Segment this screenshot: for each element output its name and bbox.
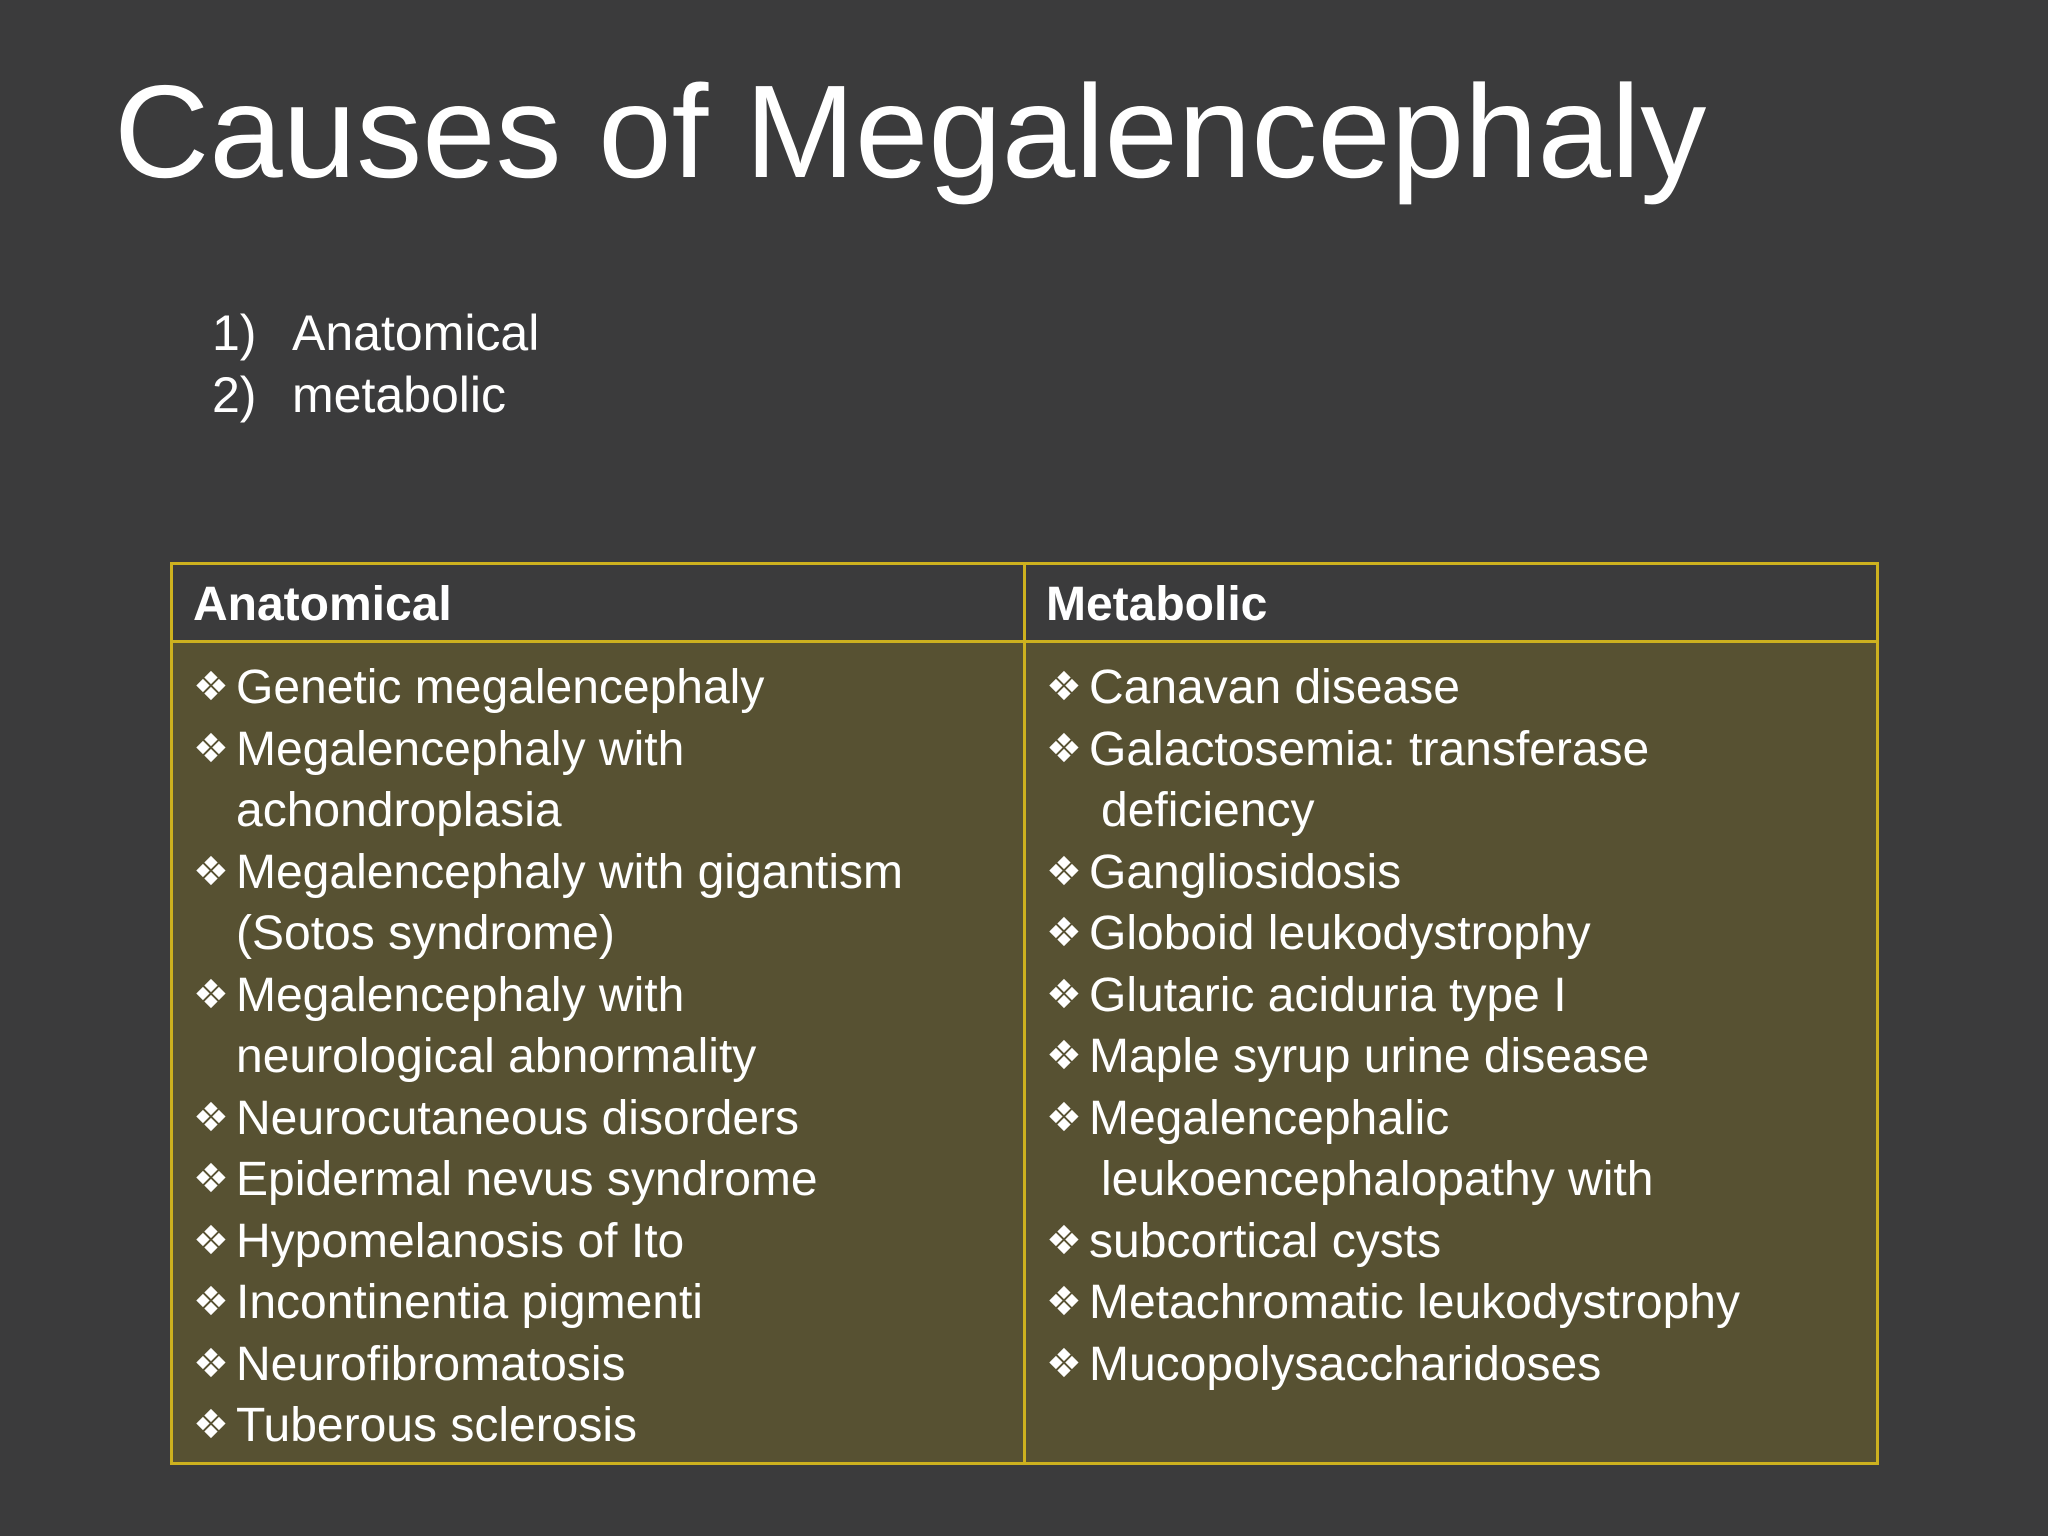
metabolic-list: [1046, 657, 1856, 1395]
diamond-bullet-icon: ❖: [1046, 848, 1082, 895]
list-item: [1046, 657, 1856, 719]
list-item-continuation: achondroplasia: [236, 784, 562, 837]
list-item-text: Megalencephaly with: [236, 968, 685, 1022]
list-item: [1046, 719, 1856, 842]
list-item-text: Megalencephalic: [1089, 1091, 1450, 1145]
causes-table: [170, 562, 1879, 1465]
list-item: [1046, 965, 1856, 1027]
intro-list: [212, 302, 539, 426]
diamond-bullet-icon: ❖: [193, 1402, 229, 1448]
anatomical-list: [193, 657, 1003, 1457]
list-item: [1046, 1211, 1856, 1273]
list-item: [193, 965, 1003, 1088]
diamond-bullet-icon: ❖: [1046, 971, 1082, 1018]
diamond-bullet-icon: ❖: [193, 1279, 229, 1325]
list-item-text: Metachromatic leukodystrophy: [1089, 1276, 1740, 1329]
list-item-text: Mucopolysaccharidoses: [1089, 1337, 1602, 1391]
list-item-text: Epidermal nevus syndrome: [236, 1153, 818, 1206]
list-item: [193, 719, 1003, 842]
list-item-text: Genetic megalencephaly: [236, 661, 765, 714]
diamond-bullet-icon: ❖: [1046, 1033, 1082, 1079]
list-item: [1046, 1334, 1856, 1396]
table-body-row: [172, 642, 1878, 1464]
header-metabolic: Metabolic: [1025, 564, 1878, 642]
list-item-text: Glutaric aciduria type I: [1089, 968, 1567, 1022]
diamond-bullet-icon: ❖: [193, 1217, 229, 1264]
diamond-bullet-icon: ❖: [1046, 664, 1082, 710]
list-item-text: Maple syrup urine disease: [1089, 1030, 1650, 1083]
list-item: [193, 842, 1003, 965]
list-item-text: subcortical cysts: [1089, 1214, 1442, 1268]
list-item: [1046, 1026, 1856, 1088]
diamond-bullet-icon: ❖: [1046, 1094, 1082, 1141]
list-item: [193, 1211, 1003, 1273]
list-item-text: Neurocutaneous disorders: [236, 1091, 799, 1145]
list-item-continuation: leukoencephalopathy with: [1101, 1153, 1654, 1206]
list-item: [1046, 1088, 1856, 1211]
diamond-bullet-icon: ❖: [193, 971, 229, 1018]
anatomical-cell: [172, 642, 1025, 1464]
list-item: [1046, 1272, 1856, 1334]
diamond-bullet-icon: ❖: [193, 1156, 229, 1202]
intro-item-metabolic: [212, 364, 539, 426]
list-item: [193, 1149, 1003, 1211]
diamond-bullet-icon: ❖: [1046, 1217, 1082, 1264]
list-item-text: Hypomelanosis of Ito: [236, 1214, 685, 1268]
list-item: [193, 657, 1003, 719]
intro-label: metabolic: [292, 367, 506, 423]
diamond-bullet-icon: ❖: [1046, 725, 1082, 772]
list-item-continuation: deficiency: [1101, 784, 1315, 837]
diamond-bullet-icon: ❖: [193, 1094, 229, 1141]
table-header-row: [172, 564, 1878, 642]
intro-number: 1): [212, 305, 257, 361]
intro-item-anatomical: [212, 302, 539, 364]
list-item: [193, 1088, 1003, 1150]
list-item-continuation: neurological abnormality: [236, 1030, 757, 1083]
diamond-bullet-icon: ❖: [193, 848, 229, 895]
diamond-bullet-icon: ❖: [1046, 1340, 1082, 1387]
list-item-text: Megalencephaly with gigantism: [236, 845, 904, 899]
diamond-bullet-icon: ❖: [193, 725, 229, 772]
intro-label: Anatomical: [292, 305, 540, 361]
list-item-text: Neurofibromatosis: [236, 1337, 626, 1391]
diamond-bullet-icon: ❖: [1046, 910, 1082, 956]
list-item: [193, 1395, 1003, 1457]
slide-title: Causes of Megalencephaly: [114, 58, 1707, 205]
list-item: [1046, 842, 1856, 904]
list-item-continuation: (Sotos syndrome): [236, 907, 615, 960]
diamond-bullet-icon: ❖: [1046, 1279, 1082, 1325]
list-item: [193, 1334, 1003, 1396]
metabolic-cell: [1025, 642, 1878, 1464]
list-item-text: Globoid leukodystrophy: [1089, 907, 1591, 960]
list-item-text: Canavan disease: [1089, 661, 1460, 714]
diamond-bullet-icon: ❖: [193, 664, 229, 710]
header-anatomical: Anatomical: [172, 564, 1025, 642]
intro-number: 2): [212, 367, 257, 423]
list-item-text: Tuberous sclerosis: [236, 1399, 638, 1452]
list-item: [193, 1272, 1003, 1334]
diamond-bullet-icon: ❖: [193, 1340, 229, 1387]
list-item-text: Megalencephaly with: [236, 722, 685, 776]
list-item-text: Galactosemia: transferase: [1089, 722, 1650, 776]
list-item: [1046, 903, 1856, 965]
list-item-text: Incontinentia pigmenti: [236, 1276, 703, 1329]
list-item-text: Gangliosidosis: [1089, 845, 1402, 899]
